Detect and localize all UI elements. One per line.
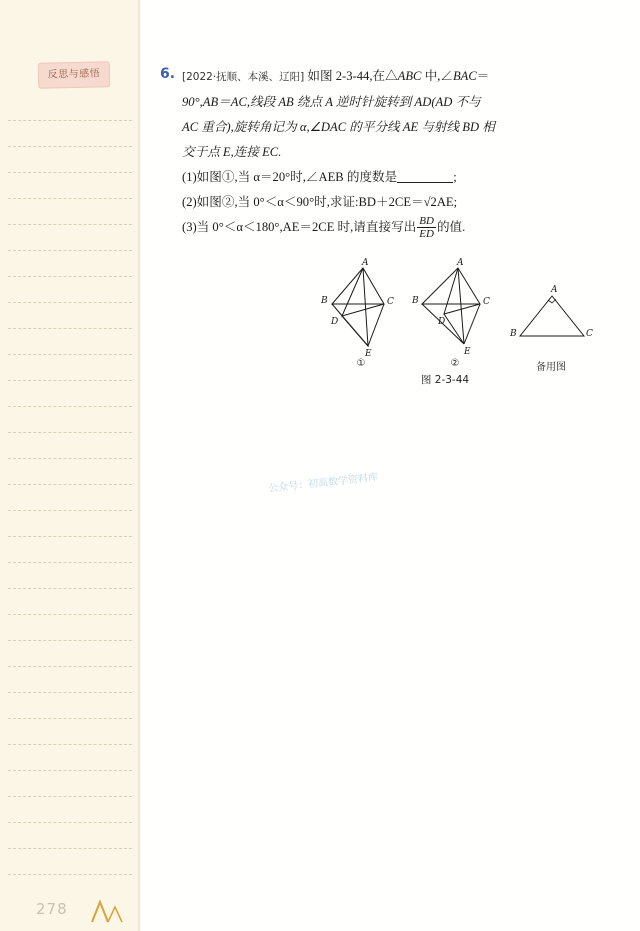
note-rule-line — [8, 796, 132, 797]
note-rule-line — [8, 588, 132, 589]
note-rule-line — [8, 666, 132, 667]
question-part-1-text: (1)如图①,当 α＝20°时,∠AEB 的度数是 — [182, 170, 398, 184]
question-part-2 — [182, 190, 578, 215]
note-rule-line — [8, 744, 132, 745]
note-rule-line — [8, 614, 132, 615]
question-body — [182, 64, 578, 240]
note-rule-line — [8, 250, 132, 251]
note-rule-line — [8, 484, 132, 485]
note-rule-line — [8, 354, 132, 355]
note-rule-line — [8, 458, 132, 459]
fraction-numerator: BD — [419, 215, 434, 227]
note-rule-line — [8, 718, 132, 719]
svg-text:D: D — [438, 317, 446, 327]
reflection-tag — [38, 61, 111, 89]
question-part-3 — [182, 215, 578, 240]
question-line-2: 90°,AB＝AC,线段 AB 绕点 A 逆时针旋转到 AD(AD 不与 — [182, 95, 481, 109]
question-stem-b: ABC — [397, 69, 422, 83]
figure-1 — [318, 258, 404, 369]
note-rule-line — [8, 432, 132, 433]
question-part-3-text-b: 的值. — [436, 220, 466, 234]
note-rule-line — [8, 172, 132, 173]
question-stem-a: 如图 2-3-44,在△ — [307, 69, 398, 83]
fraction-denominator: ED — [419, 228, 434, 240]
note-rule-line — [8, 640, 132, 641]
svg-text:A: A — [457, 258, 464, 268]
figure-2-caption: ② — [450, 358, 460, 369]
figure-title: 图 2-3-44 — [420, 374, 470, 386]
note-rule-line — [8, 822, 132, 823]
question-part-1 — [182, 165, 578, 190]
question-part-1-tail: ; — [453, 170, 457, 184]
svg-text:B: B — [321, 296, 328, 306]
figure-3-caption: 备用图 — [536, 362, 566, 373]
question-part-2-text: (2)如图②,当 0°＜α＜90°时,求证:BD＋2CE＝√2AE; — [182, 195, 458, 209]
answer-blank[interactable] — [397, 182, 453, 183]
question-stem-c: 中,∠ — [421, 69, 453, 83]
question-line-1 — [182, 64, 578, 90]
note-rule-line — [8, 406, 132, 407]
note-rule-line — [8, 692, 132, 693]
footer-ornament-icon — [88, 898, 128, 924]
svg-text:C: C — [483, 297, 490, 307]
figure-3 — [508, 280, 594, 373]
reflection-tag-label: 反思与感悟 — [47, 68, 101, 81]
note-rule-line — [8, 146, 132, 147]
note-rule-line — [8, 536, 132, 537]
question-line-4: 交于点 E,连接 EC. — [182, 145, 282, 159]
watermark-text: 公众号：初高数学资料库 — [267, 472, 379, 495]
question-source: [2022·抚顺、本溪、辽阳] — [182, 71, 305, 83]
note-rule-line — [8, 848, 132, 849]
svg-text:C: C — [387, 297, 394, 307]
note-rule-line — [8, 770, 132, 771]
note-rule-line — [8, 120, 132, 121]
figure-2 — [412, 258, 498, 369]
note-rules — [8, 120, 132, 890]
svg-text:C: C — [586, 329, 593, 339]
svg-text:E: E — [464, 347, 471, 357]
note-rule-line — [8, 276, 132, 277]
page-number: 278 — [36, 900, 68, 918]
note-rule-line — [8, 380, 132, 381]
note-rule-line — [8, 328, 132, 329]
figure-1-caption: ① — [356, 358, 366, 369]
question-number: 6. — [160, 66, 176, 82]
fraction-bd-ed — [417, 215, 436, 240]
note-rule-line — [8, 198, 132, 199]
svg-text:B: B — [412, 296, 419, 306]
svg-text:D: D — [331, 317, 339, 327]
question-stem-d: BAC — [452, 69, 477, 83]
question-stem-e: ＝ — [476, 69, 490, 83]
question-part-3-text-a: (3)当 0°＜α＜180°,AE＝2CE 时,请直接写出 — [182, 220, 417, 234]
note-rule-line — [8, 510, 132, 511]
figure-group — [300, 258, 593, 378]
note-rule-line — [8, 302, 132, 303]
question-line-3: AC 重合),旋转角记为 α,∠DAC 的平分线 AE 与射线 BD 相 — [182, 120, 495, 134]
note-rule-line — [8, 224, 132, 225]
svg-text:A: A — [551, 285, 558, 295]
note-rule-line — [8, 874, 132, 875]
svg-text:A: A — [362, 258, 369, 268]
svg-text:B: B — [510, 329, 517, 339]
note-rule-line — [8, 562, 132, 563]
svg-text:E: E — [365, 349, 372, 358]
